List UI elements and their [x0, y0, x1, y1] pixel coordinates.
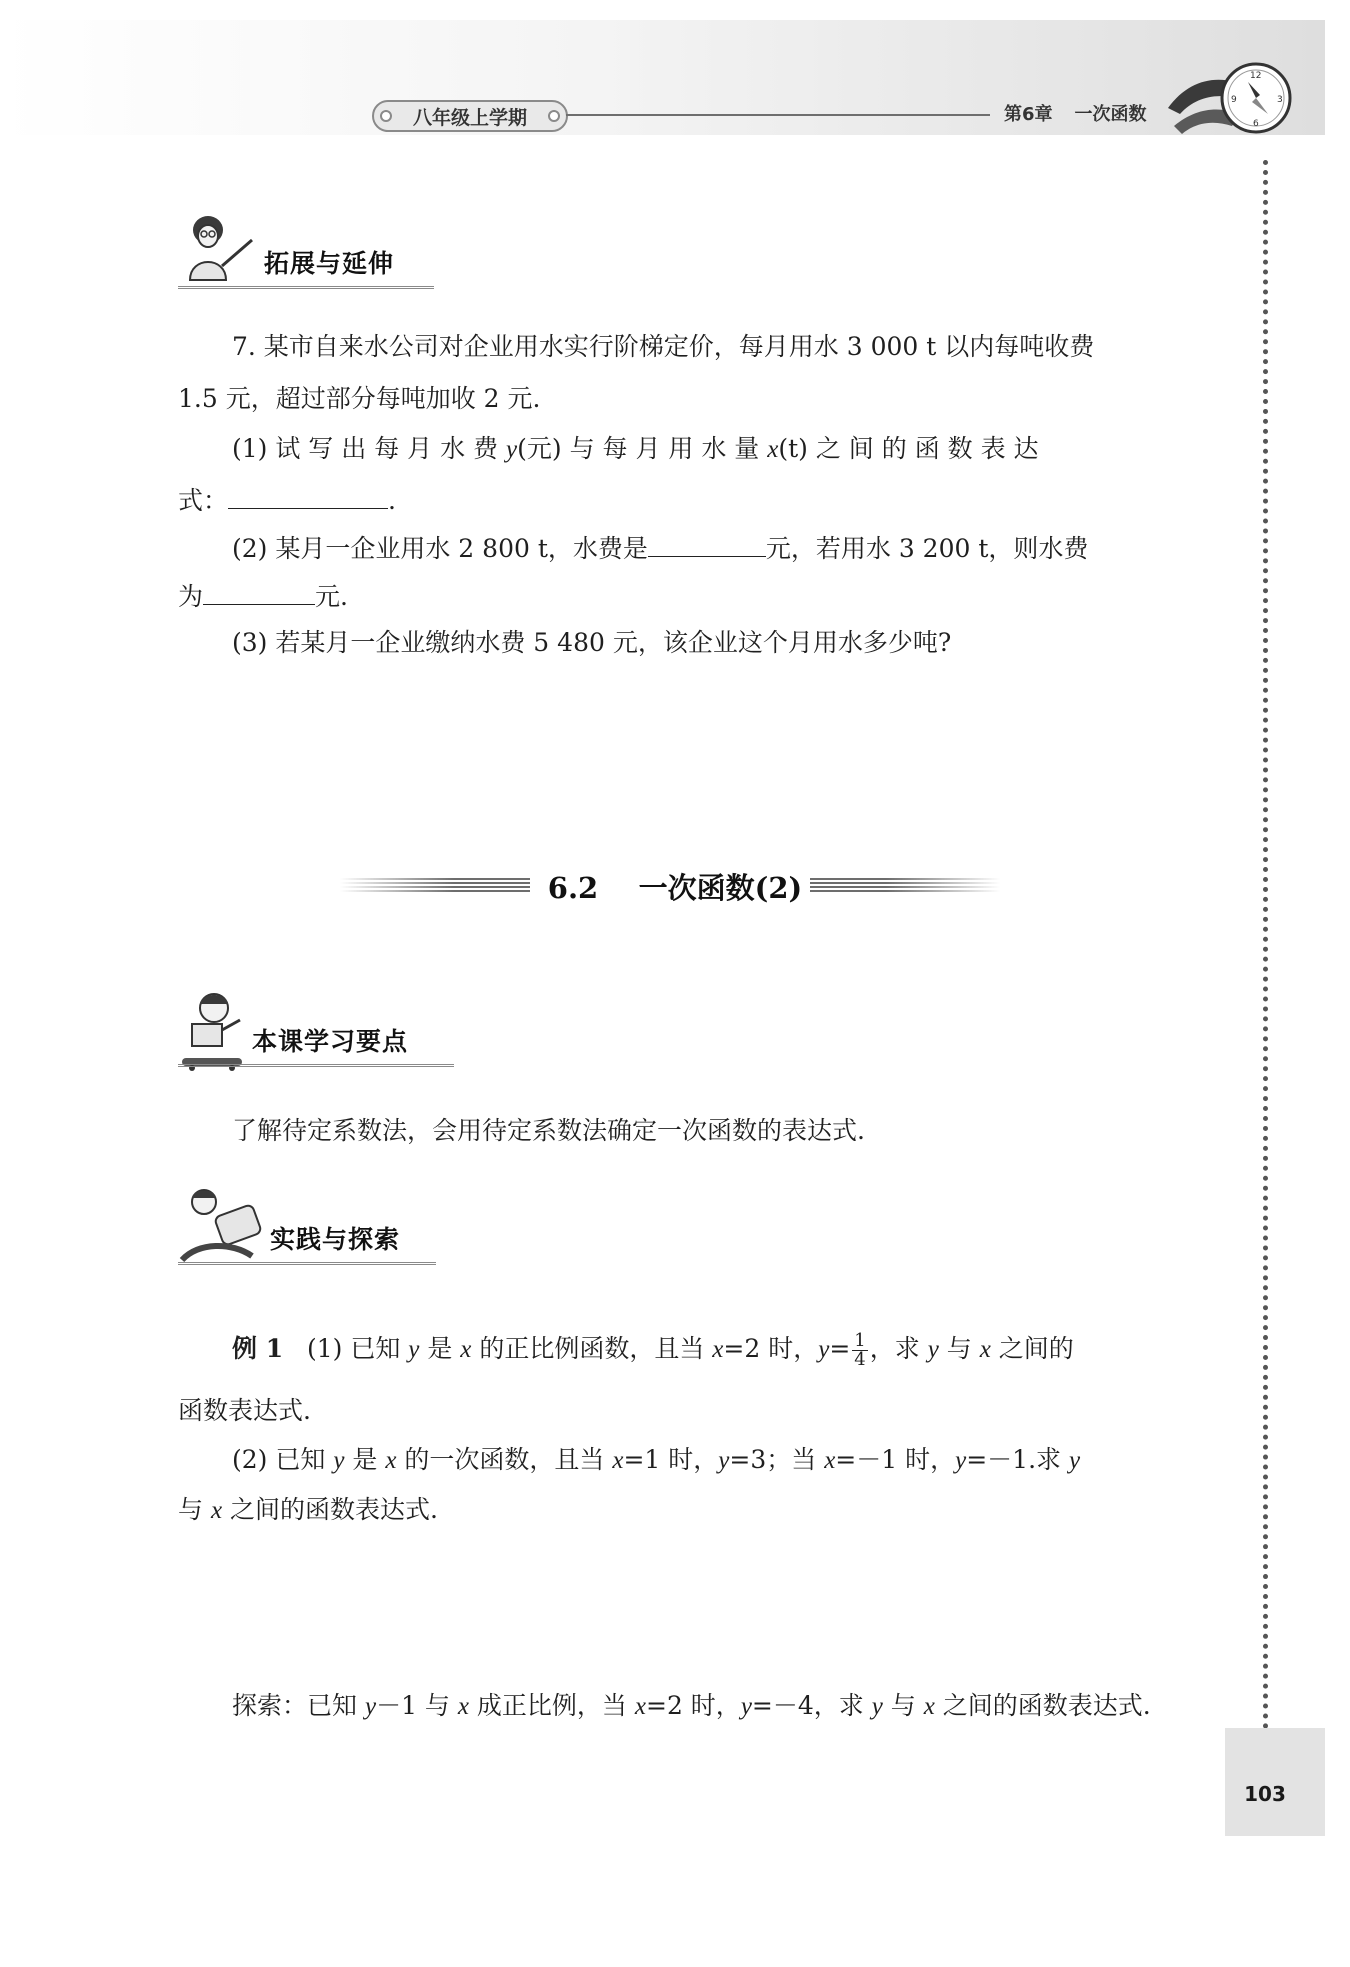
- section-heading: [340, 866, 1020, 910]
- q7-2-text-b: 元，若用水 3 200 t，则水费: [765, 534, 1089, 563]
- text: －1 与: [376, 1691, 458, 1720]
- chapter-title: 一次函数: [1074, 104, 1147, 125]
- text: 之间的: [990, 1334, 1074, 1363]
- heading-deco-right: [810, 878, 1000, 894]
- q7-2-text-c: 为: [178, 582, 204, 611]
- section-badge-practice: [178, 1186, 440, 1272]
- var-x: x: [460, 1336, 472, 1363]
- var-y: y: [818, 1336, 830, 1363]
- text: 的一次函数，且当: [396, 1445, 613, 1474]
- example-1-part-2: [232, 1443, 1080, 1478]
- text: =2 时，: [646, 1691, 741, 1720]
- header-rule: [566, 114, 990, 116]
- question-7-line-1: 7. 某市自来水公司对企业用水实行阶梯定价，每月用水 3 000 t 以内每吨收费: [232, 332, 1095, 361]
- var-x: x: [824, 1447, 836, 1474]
- var-x: x: [767, 436, 779, 463]
- section-title-key-points: 本课学习要点: [252, 1027, 409, 1056]
- svg-text:3: 3: [1277, 95, 1283, 105]
- margin-dotted-rule: [1263, 160, 1268, 1730]
- text: =2 时，: [723, 1334, 819, 1363]
- question-7-3: (3) 若某月一企业缴纳水费 5 480 元，该企业这个月用水多少吨?: [232, 628, 952, 657]
- text: 与: [882, 1691, 924, 1720]
- svg-text:9: 9: [1231, 95, 1237, 105]
- example-1-part-1: [232, 1325, 1074, 1374]
- heading-deco-left: [340, 878, 530, 894]
- q7-1-text-e: .: [388, 486, 396, 515]
- var-x: x: [979, 1336, 991, 1363]
- fraction-numerator: 1: [854, 1330, 866, 1351]
- section-rule: [178, 1262, 436, 1265]
- text: =－1 时，: [835, 1445, 956, 1474]
- text: =－4，求: [751, 1691, 872, 1720]
- var-y: y: [506, 436, 518, 463]
- var-x: x: [457, 1693, 469, 1720]
- var-x: x: [634, 1693, 646, 1720]
- var-y: y: [718, 1447, 730, 1474]
- var-y: y: [333, 1447, 345, 1474]
- example-label: 例 1: [232, 1334, 284, 1363]
- student-jumping-icon: [178, 1186, 268, 1266]
- text: ，求: [869, 1334, 928, 1363]
- text: =1 时，: [623, 1445, 719, 1474]
- text: 是: [344, 1445, 386, 1474]
- var-y: y: [955, 1447, 967, 1474]
- section-badge-extension: [178, 210, 438, 296]
- section-heading-text: [540, 866, 810, 907]
- key-points-text: 了解待定系数法，会用待定系数法确定一次函数的表达式.: [232, 1116, 865, 1145]
- chapter-label: [1004, 98, 1147, 128]
- text: (1) 已知: [306, 1334, 409, 1363]
- var-y: y: [408, 1336, 420, 1363]
- text: 的正比例函数，且当: [471, 1334, 713, 1363]
- page-number: 103: [1244, 1782, 1286, 1806]
- var-y: y: [871, 1693, 883, 1720]
- question-7-line-2: 1.5 元，超过部分每吨加收 2 元.: [178, 384, 541, 413]
- question-7-1-cont: [178, 482, 396, 518]
- chapter-number: 第6章: [1004, 104, 1053, 125]
- question-7-2: [232, 530, 1088, 566]
- section-badge-key-points: [178, 990, 458, 1076]
- text: (2) 已知: [232, 1445, 334, 1474]
- var-x: x: [923, 1693, 935, 1720]
- section-title-practice: 实践与探索: [270, 1225, 401, 1254]
- text: 之间的函数表达式.: [222, 1495, 438, 1524]
- var-x: x: [712, 1336, 724, 1363]
- answer-blank-2[interactable]: [648, 530, 766, 557]
- text: 之间的函数表达式.: [934, 1691, 1151, 1720]
- section-rule: [178, 286, 434, 289]
- var-y: y: [364, 1693, 377, 1720]
- var-y: y: [1068, 1447, 1081, 1474]
- example-1-part-1-cont: 函数表达式.: [178, 1396, 311, 1425]
- text: =－1.求: [966, 1445, 1069, 1474]
- svg-text:6: 6: [1253, 119, 1259, 129]
- svg-text:12: 12: [1250, 71, 1262, 81]
- answer-blank-1[interactable]: [228, 482, 388, 509]
- q7-1-text-c: (t) 之 间 的 函 数 表 达: [778, 434, 1039, 463]
- section-number: 6.2: [547, 871, 599, 905]
- explore-question: [232, 1689, 1151, 1724]
- fraction-denominator: 4: [854, 1349, 866, 1370]
- example-1-part-2-cont: [178, 1493, 438, 1528]
- q7-1-text-a: (1) 试 写 出 每 月 水 费: [232, 434, 506, 463]
- text: 与: [178, 1495, 211, 1524]
- text: 成正比例，当: [468, 1691, 635, 1720]
- var-x: x: [385, 1447, 397, 1474]
- q7-1-text-b: (元) 与 每 月 用 水 量: [517, 434, 768, 463]
- q7-2-text-a: (2) 某月一企业用水 2 800 t，水费是: [232, 534, 648, 563]
- q7-1-text-d: 式：: [178, 486, 229, 515]
- var-x: x: [612, 1447, 624, 1474]
- grade-label: 八年级上学期: [372, 100, 568, 132]
- question-7-2-cont: [178, 578, 348, 614]
- teacher-icon: [178, 210, 258, 286]
- text: 是: [419, 1334, 461, 1363]
- var-y: y: [740, 1693, 752, 1720]
- var-y: y: [927, 1336, 939, 1363]
- section-rule: [178, 1064, 454, 1067]
- text: 探索：已知: [232, 1691, 365, 1720]
- text: 与: [938, 1334, 980, 1363]
- runner-compass-icon: [1160, 48, 1300, 148]
- section-title: 一次函数(2): [638, 871, 803, 905]
- var-x: x: [210, 1497, 223, 1524]
- fraction-one-quarter: [852, 1332, 867, 1369]
- text: =: [829, 1334, 851, 1363]
- answer-blank-3[interactable]: [203, 578, 315, 605]
- text: =3；当: [729, 1445, 825, 1474]
- student-reading-icon: [178, 990, 254, 1072]
- q7-2-text-d: 元.: [315, 582, 348, 611]
- section-title-extension: 拓展与延伸: [264, 249, 395, 278]
- question-7-1: [232, 432, 1039, 467]
